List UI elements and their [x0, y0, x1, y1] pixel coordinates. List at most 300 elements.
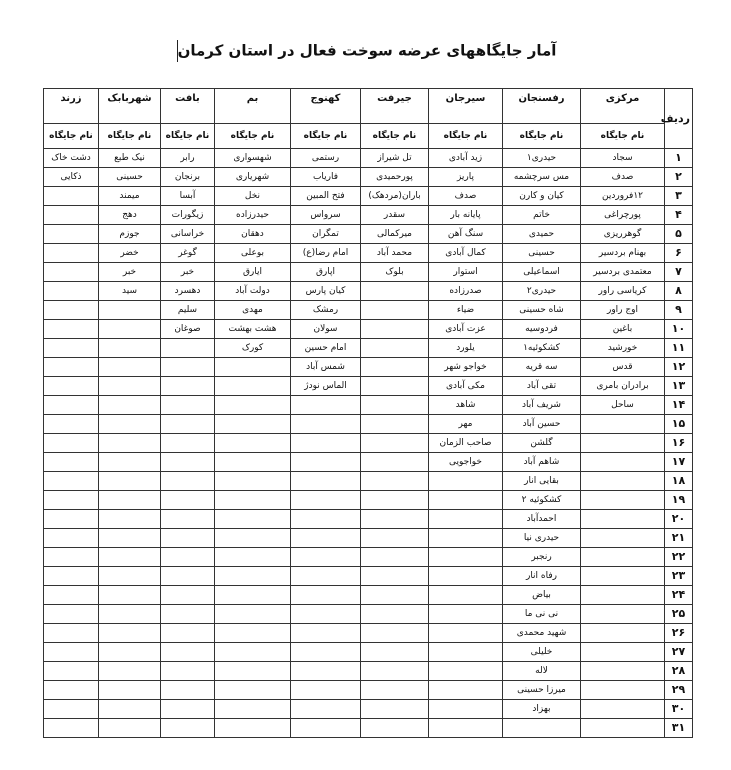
station-name-cell — [99, 681, 161, 700]
station-name-cell — [215, 396, 291, 415]
station-name-cell — [161, 567, 215, 586]
station-name-cell — [44, 434, 99, 453]
station-name-cell — [361, 491, 429, 510]
row-number: ۳ — [665, 187, 693, 206]
station-name-cell — [161, 491, 215, 510]
row-number: ۱۲ — [665, 358, 693, 377]
table-row — [44, 605, 693, 624]
station-name-cell — [361, 662, 429, 681]
table-row — [44, 244, 693, 263]
county-header: بافت — [161, 89, 215, 124]
station-name-cell: کیان پارس — [291, 282, 361, 301]
station-name-cell — [581, 510, 665, 529]
station-name-cell — [429, 510, 503, 529]
station-name-cell: حیدری۱ — [503, 149, 581, 168]
station-name-header: نام جایگاه — [215, 124, 291, 149]
station-name-cell: پورچراغی — [581, 206, 665, 225]
station-name-cell — [44, 358, 99, 377]
row-number: ۲۷ — [665, 643, 693, 662]
row-number: ۳۰ — [665, 700, 693, 719]
document-title — [0, 40, 731, 62]
station-name-cell — [215, 567, 291, 586]
station-name-cell — [44, 662, 99, 681]
station-name-cell — [581, 434, 665, 453]
station-name-cell: رنجبر — [503, 548, 581, 567]
station-name-cell — [215, 700, 291, 719]
station-name-cell — [99, 453, 161, 472]
station-name-cell — [99, 567, 161, 586]
station-name-header-row — [44, 124, 693, 149]
station-name-cell: مس سرچشمه — [503, 168, 581, 187]
table-body — [44, 149, 693, 738]
station-name-cell — [44, 548, 99, 567]
station-name-cell — [291, 681, 361, 700]
station-name-cell — [44, 377, 99, 396]
station-name-cell — [291, 700, 361, 719]
station-name-cell — [429, 548, 503, 567]
table-row — [44, 472, 693, 491]
station-name-cell — [581, 681, 665, 700]
station-name-cell: پاریز — [429, 168, 503, 187]
station-name-cell: سنگ آهن — [429, 225, 503, 244]
station-name-cell: سقدر — [361, 206, 429, 225]
station-name-cell — [215, 377, 291, 396]
station-name-cell: تقی آباد — [503, 377, 581, 396]
row-number: ۲۰ — [665, 510, 693, 529]
row-number: ۵ — [665, 225, 693, 244]
station-name-header: نام جایگاه — [581, 124, 665, 149]
station-name-cell — [215, 586, 291, 605]
row-number: ۲۴ — [665, 586, 693, 605]
station-name-cell — [99, 434, 161, 453]
station-name-cell — [215, 662, 291, 681]
station-name-cell: باغین — [581, 320, 665, 339]
station-name-cell: امام رضا(ع) — [291, 244, 361, 263]
station-name-cell — [581, 529, 665, 548]
station-name-cell — [44, 643, 99, 662]
table-row — [44, 358, 693, 377]
station-name-cell — [99, 662, 161, 681]
station-name-cell: صدرزاده — [429, 282, 503, 301]
station-name-cell — [429, 472, 503, 491]
row-number: ۲۵ — [665, 605, 693, 624]
station-name-cell: حسینی — [503, 244, 581, 263]
row-number: ۳۱ — [665, 719, 693, 738]
station-name-cell — [581, 662, 665, 681]
station-name-cell: بلوک — [361, 263, 429, 282]
station-name-cell: نیک طبع — [99, 149, 161, 168]
row-number-header: ردیف — [665, 89, 693, 149]
table-row — [44, 206, 693, 225]
station-name-cell: معتمدی بردسیر — [581, 263, 665, 282]
station-name-cell: کشکوئیه ۲ — [503, 491, 581, 510]
station-name-cell — [291, 567, 361, 586]
table-row — [44, 510, 693, 529]
station-name-cell: صدف — [581, 168, 665, 187]
station-name-cell — [215, 491, 291, 510]
county-header: بم — [215, 89, 291, 124]
station-name-cell — [161, 415, 215, 434]
station-name-cell: دشت خاک — [44, 149, 99, 168]
station-name-cell — [291, 624, 361, 643]
station-name-cell — [44, 320, 99, 339]
station-name-cell: خورشید — [581, 339, 665, 358]
station-name-cell: کمال آبادی — [429, 244, 503, 263]
station-name-cell — [291, 434, 361, 453]
station-name-cell — [44, 700, 99, 719]
station-name-cell — [161, 358, 215, 377]
station-name-cell — [361, 586, 429, 605]
station-name-cell — [361, 643, 429, 662]
table-row — [44, 339, 693, 358]
row-number: ۱۶ — [665, 434, 693, 453]
station-name-cell — [44, 681, 99, 700]
row-number: ۱۳ — [665, 377, 693, 396]
row-number: ۷ — [665, 263, 693, 282]
station-name-cell — [291, 510, 361, 529]
station-name-cell — [44, 624, 99, 643]
station-name-cell — [99, 472, 161, 491]
station-name-cell: حمیدی — [503, 225, 581, 244]
station-name-cell — [291, 548, 361, 567]
row-number: ۲۶ — [665, 624, 693, 643]
station-name-cell: حسین آباد — [503, 415, 581, 434]
station-name-cell: برنجان — [161, 168, 215, 187]
station-name-cell — [581, 453, 665, 472]
station-name-cell — [429, 624, 503, 643]
station-name-cell: خضر — [99, 244, 161, 263]
station-name-cell — [291, 643, 361, 662]
station-name-cell — [581, 700, 665, 719]
station-name-cell — [161, 548, 215, 567]
station-name-cell: زیگورات — [161, 206, 215, 225]
station-name-cell — [361, 301, 429, 320]
station-name-cell — [429, 643, 503, 662]
station-name-cell — [161, 681, 215, 700]
station-name-cell — [215, 415, 291, 434]
station-name-cell — [44, 206, 99, 225]
station-name-cell — [44, 491, 99, 510]
station-name-cell — [161, 510, 215, 529]
station-name-cell — [361, 529, 429, 548]
station-name-cell — [581, 719, 665, 738]
station-name-cell — [361, 472, 429, 491]
station-name-cell — [99, 510, 161, 529]
station-name-cell: ایارق — [215, 263, 291, 282]
station-name-cell: تل شیراز — [361, 149, 429, 168]
station-name-cell — [361, 453, 429, 472]
station-name-cell — [581, 624, 665, 643]
station-name-cell — [291, 472, 361, 491]
table-row — [44, 434, 693, 453]
station-name-cell — [99, 491, 161, 510]
station-name-cell — [215, 472, 291, 491]
station-name-cell — [99, 396, 161, 415]
station-name-cell — [99, 320, 161, 339]
station-name-cell — [44, 339, 99, 358]
station-name-cell: مهدی — [215, 301, 291, 320]
table-row — [44, 282, 693, 301]
station-name-cell: لاله — [503, 662, 581, 681]
station-name-cell — [429, 491, 503, 510]
station-name-cell — [161, 339, 215, 358]
station-name-cell — [581, 643, 665, 662]
station-name-cell — [161, 377, 215, 396]
county-header: زرند — [44, 89, 99, 124]
table-row — [44, 624, 693, 643]
table-row — [44, 586, 693, 605]
station-name-cell: صدف — [429, 187, 503, 206]
table-row — [44, 548, 693, 567]
station-name-cell — [361, 700, 429, 719]
station-name-cell: رابر — [161, 149, 215, 168]
station-name-cell — [44, 187, 99, 206]
station-name-cell — [291, 662, 361, 681]
station-name-cell: سجاد — [581, 149, 665, 168]
station-name-cell — [215, 453, 291, 472]
station-name-cell: هشت بهشت — [215, 320, 291, 339]
station-name-cell: استوار — [429, 263, 503, 282]
station-name-cell — [99, 529, 161, 548]
station-name-cell — [581, 605, 665, 624]
station-name-cell: ضیاء — [429, 301, 503, 320]
table-row — [44, 719, 693, 738]
station-name-cell — [44, 567, 99, 586]
station-name-cell: دهقان — [215, 225, 291, 244]
station-name-cell: میرکمالی — [361, 225, 429, 244]
station-name-cell — [215, 719, 291, 738]
station-name-cell — [361, 434, 429, 453]
station-name-cell — [291, 415, 361, 434]
station-name-cell — [361, 548, 429, 567]
station-name-cell: بیاض — [503, 586, 581, 605]
station-name-header: نام جایگاه — [429, 124, 503, 149]
station-name-header: نام جایگاه — [161, 124, 215, 149]
station-name-cell: خراسانی — [161, 225, 215, 244]
fuel-stations-table — [43, 88, 693, 738]
station-name-cell: احمدآباد — [503, 510, 581, 529]
station-name-cell — [99, 377, 161, 396]
row-number: ۲۹ — [665, 681, 693, 700]
table-row — [44, 168, 693, 187]
station-name-cell: سید — [99, 282, 161, 301]
station-name-cell: شریف آباد — [503, 396, 581, 415]
station-name-cell — [215, 548, 291, 567]
row-number: ۹ — [665, 301, 693, 320]
station-name-cell — [99, 624, 161, 643]
station-name-header: نام جایگاه — [44, 124, 99, 149]
station-name-cell — [44, 719, 99, 738]
table-row — [44, 700, 693, 719]
station-name-cell — [291, 586, 361, 605]
station-name-cell — [429, 586, 503, 605]
station-name-cell: اپارق — [291, 263, 361, 282]
station-name-cell — [215, 624, 291, 643]
station-name-cell: خواجویی — [429, 453, 503, 472]
table-row — [44, 225, 693, 244]
station-name-cell: بقایی انار — [503, 472, 581, 491]
station-name-header: نام جایگاه — [361, 124, 429, 149]
station-name-cell — [361, 719, 429, 738]
station-name-cell — [581, 415, 665, 434]
station-name-cell — [44, 263, 99, 282]
table-row — [44, 529, 693, 548]
station-name-cell: عزت آبادی — [429, 320, 503, 339]
station-name-cell — [44, 301, 99, 320]
station-name-cell: پایانه بار — [429, 206, 503, 225]
station-name-cell: برادران بامری — [581, 377, 665, 396]
station-name-cell — [161, 643, 215, 662]
station-name-cell — [361, 605, 429, 624]
station-name-cell — [291, 719, 361, 738]
row-number: ۱۷ — [665, 453, 693, 472]
station-name-cell — [215, 358, 291, 377]
station-name-cell — [44, 282, 99, 301]
station-name-cell: ذکایی — [44, 168, 99, 187]
station-name-cell — [99, 605, 161, 624]
station-name-cell — [581, 472, 665, 491]
station-name-cell — [291, 605, 361, 624]
station-name-cell: رفاه انار — [503, 567, 581, 586]
county-header: رفسنجان — [503, 89, 581, 124]
station-name-cell — [291, 529, 361, 548]
station-name-cell — [215, 643, 291, 662]
station-name-cell: میمند — [99, 187, 161, 206]
station-name-cell: اوج راور — [581, 301, 665, 320]
station-name-cell — [44, 453, 99, 472]
station-name-cell: خبر — [99, 263, 161, 282]
table-row — [44, 662, 693, 681]
station-name-cell: کشکوئیه۱ — [503, 339, 581, 358]
station-name-cell — [44, 510, 99, 529]
row-number: ۲۱ — [665, 529, 693, 548]
station-name-header: نام جایگاه — [291, 124, 361, 149]
station-name-cell: جوزم — [99, 225, 161, 244]
station-name-cell — [291, 396, 361, 415]
station-name-cell — [99, 415, 161, 434]
station-name-cell — [581, 567, 665, 586]
station-name-cell: ۱۲فروردین — [581, 187, 665, 206]
row-number: ۱۸ — [665, 472, 693, 491]
station-name-cell — [361, 510, 429, 529]
station-name-cell — [361, 567, 429, 586]
station-name-cell: یلورد — [429, 339, 503, 358]
station-name-cell: صوغان — [161, 320, 215, 339]
station-name-cell: الماس نودژ — [291, 377, 361, 396]
table-row — [44, 681, 693, 700]
station-name-cell — [429, 605, 503, 624]
station-name-cell — [44, 415, 99, 434]
station-name-cell — [99, 643, 161, 662]
table-row — [44, 377, 693, 396]
station-name-cell — [44, 586, 99, 605]
station-name-cell — [429, 700, 503, 719]
row-number: ۱۰ — [665, 320, 693, 339]
station-name-cell — [429, 719, 503, 738]
station-name-cell: سلیم — [161, 301, 215, 320]
station-name-cell — [161, 605, 215, 624]
station-name-cell: پورحمیدی — [361, 168, 429, 187]
station-name-cell: فاریاب — [291, 168, 361, 187]
station-name-cell — [99, 719, 161, 738]
station-name-cell — [44, 396, 99, 415]
station-name-cell: دهج — [99, 206, 161, 225]
station-name-cell — [44, 244, 99, 263]
station-name-cell — [161, 472, 215, 491]
station-name-cell: نی نی ما — [503, 605, 581, 624]
station-name-cell: خبر — [161, 263, 215, 282]
row-number: ۲۲ — [665, 548, 693, 567]
station-name-cell — [581, 491, 665, 510]
station-name-cell — [581, 586, 665, 605]
county-header: کهنوج — [291, 89, 361, 124]
row-number: ۶ — [665, 244, 693, 263]
station-name-cell — [581, 548, 665, 567]
row-number: ۱۴ — [665, 396, 693, 415]
station-name-cell: شهریاری — [215, 168, 291, 187]
station-name-cell — [429, 529, 503, 548]
station-name-cell: قدس — [581, 358, 665, 377]
county-header: شهربابک — [99, 89, 161, 124]
station-name-cell: آبسا — [161, 187, 215, 206]
station-name-cell: کریاسی راور — [581, 282, 665, 301]
station-name-cell: شاهم آباد — [503, 453, 581, 472]
station-name-cell: شاه حسینی — [503, 301, 581, 320]
station-name-cell: بوعلی — [215, 244, 291, 263]
station-name-cell: صاحب الزمان — [429, 434, 503, 453]
table-row — [44, 491, 693, 510]
station-name-cell: ساحل — [581, 396, 665, 415]
station-name-cell: دهسرد — [161, 282, 215, 301]
station-name-cell: فتح المبین — [291, 187, 361, 206]
station-name-cell — [361, 681, 429, 700]
station-name-cell — [361, 339, 429, 358]
station-name-cell — [429, 681, 503, 700]
station-name-cell: امام حسین — [291, 339, 361, 358]
table-row — [44, 567, 693, 586]
station-name-cell: رستمی — [291, 149, 361, 168]
row-number: ۱ — [665, 149, 693, 168]
station-name-cell: کورک — [215, 339, 291, 358]
station-name-cell — [44, 225, 99, 244]
station-name-cell: دولت آباد — [215, 282, 291, 301]
station-name-cell: محمد آباد — [361, 244, 429, 263]
station-name-cell: اسماعیلی — [503, 263, 581, 282]
table-row — [44, 301, 693, 320]
row-number: ۲۸ — [665, 662, 693, 681]
station-name-cell — [215, 681, 291, 700]
station-name-cell — [361, 320, 429, 339]
title-text: آمار جایگاههای عرضه سوخت فعال در استان کرمان — [177, 41, 557, 60]
station-name-cell: شمس آباد — [291, 358, 361, 377]
row-number: ۲۳ — [665, 567, 693, 586]
station-name-cell: شهسواری — [215, 149, 291, 168]
station-name-cell: بهزاد — [503, 700, 581, 719]
station-name-cell: نخل — [215, 187, 291, 206]
station-name-cell — [361, 396, 429, 415]
table-row — [44, 320, 693, 339]
row-number: ۱۱ — [665, 339, 693, 358]
table-row — [44, 187, 693, 206]
station-name-cell — [44, 605, 99, 624]
county-header: سیرجان — [429, 89, 503, 124]
row-number: ۸ — [665, 282, 693, 301]
station-name-cell: گلشن — [503, 434, 581, 453]
station-name-cell: شاهد — [429, 396, 503, 415]
station-name-cell: شهید محمدی — [503, 624, 581, 643]
station-name-cell — [44, 472, 99, 491]
table-row — [44, 263, 693, 282]
